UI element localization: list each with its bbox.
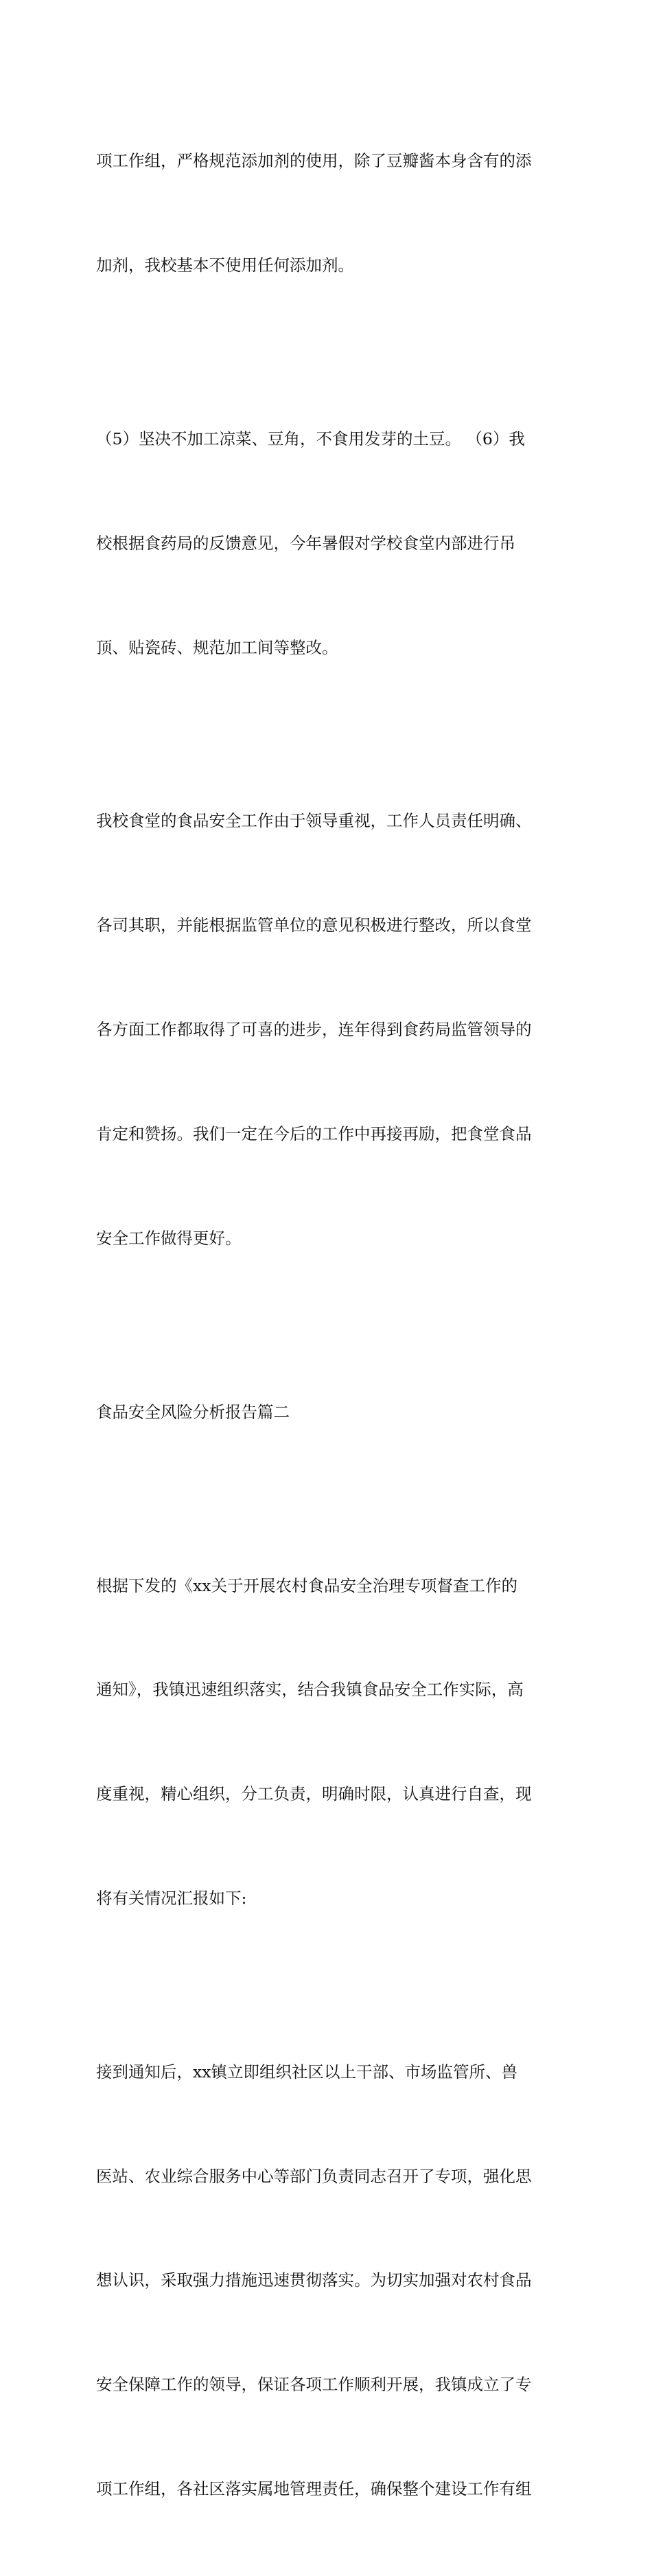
text-line: 各司其职，并能根据监管单位的意见积极进行整改，所以食堂 [96,915,532,935]
text-line: 校根据食药局的反馈意见，今年暑假对学校食堂内部进行吊 [96,533,515,553]
text-line: 顶、贴瓷砖、规范加工间等整改。 [96,637,338,657]
text-line: 项工作组，各社区落实属地管理责任，确保整个建设工作有组 [96,2478,532,2498]
paragraph-additives [96,74,563,352]
text-line: 度重视，精心组织，分工负责，明确时限，认真进行自查，现 [96,1784,532,1804]
text-line: 各方面工作都取得了可喜的进步，连年得到食药局监管领导的 [96,1020,532,1040]
text-line: 通知》，我镇迅速组织落实，结合我镇食品安全工作实际，高 [96,1680,524,1700]
document-body [96,74,563,2576]
paragraph-implementation [96,1985,563,2576]
text-line: 根据下发的《xx关于开展农村食品安全治理专项督查工作的 [96,1575,518,1595]
text-line: 安全工作做得更好。 [96,1228,242,1248]
paragraph-notice [96,1498,563,1985]
text-line: 我校食堂的食品安全工作由于领导重视，工作人员责任明确、 [96,811,532,831]
text-line: （5）坚决不加工凉菜、豆角，不食用发芽的土豆。 （6）我 [96,429,525,448]
text-line: 加剂，我校基本不使用任何添加剂。 [96,255,354,275]
text-line: 接到通知后，xx镇立即组织社区以上干部、市场监管所、兽 [96,2062,518,2082]
text-line: 安全保障工作的领导，保证各项工作顺利开展，我镇成立了专 [96,2375,532,2395]
section-heading [96,1325,563,1498]
text-line: 想认识，采取强力措施迅速贯彻落实。为切实加强对农村食品 [96,2270,532,2290]
text-line: 医站、农业综合服务中心等部门负责同志召开了专项，强化思 [96,2166,532,2186]
text-line: 项工作组，严格规范添加剂的使用，除了豆瓣酱本身含有的添 [96,151,532,171]
paragraph-items-5-6 [96,352,563,735]
paragraph-summary [96,734,563,1325]
text-line: 将有关情况汇报如下: [96,1888,247,1908]
text-line: 肯定和赞扬。我们一定在今后的工作中再接再励，把食堂食品 [96,1124,532,1143]
section-title: 食品安全风险分析报告篇二 [96,1402,290,1422]
